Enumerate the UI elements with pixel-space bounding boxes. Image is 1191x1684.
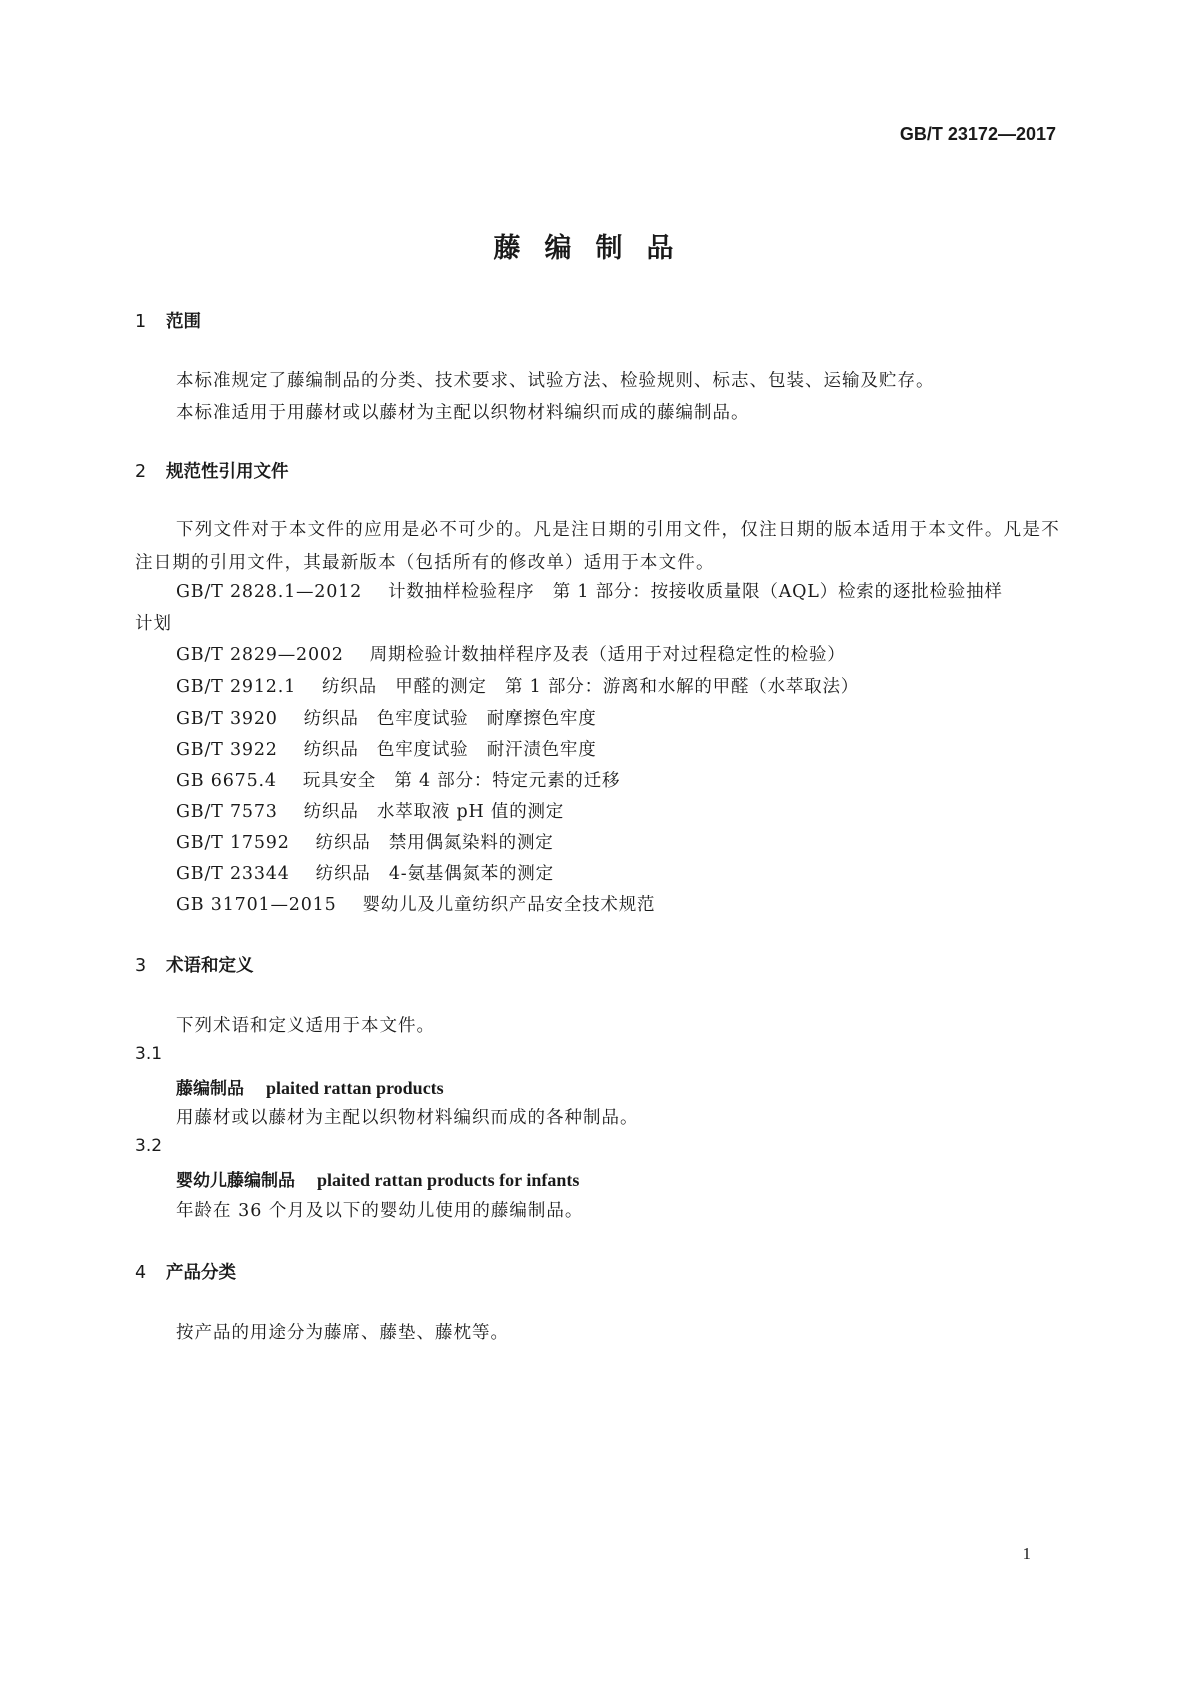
- reference-title: 纺织品 色牢度试验 耐摩擦色牢度: [303, 709, 597, 729]
- section-3-heading: [135, 952, 254, 977]
- reference-item: [176, 578, 1003, 603]
- term-entry: [176, 1074, 444, 1099]
- standard-code: GB/T 23172—2017: [899, 124, 1056, 144]
- reference-item: [176, 767, 620, 792]
- term-definition: 用藤材或以藤材为主配以织物材料编织而成的各种制品。: [176, 1108, 639, 1128]
- reference-code: GB/T 2912.1: [176, 677, 297, 697]
- reference-code: GB/T 2829—2002: [176, 645, 344, 665]
- section-1-heading: [135, 308, 201, 333]
- term-number: 3.2: [135, 1136, 163, 1156]
- term-number: 3.1: [135, 1044, 163, 1064]
- section-number: 1: [135, 312, 147, 332]
- reference-item: [176, 829, 554, 854]
- reference-continuation: 计划: [135, 614, 172, 634]
- reference-code: GB 6675.4: [176, 771, 277, 791]
- reference-title: 纺织品 禁用偶氮染料的测定: [315, 833, 554, 853]
- page-number: 1: [1022, 1544, 1031, 1563]
- term-chinese: 藤编制品: [176, 1079, 244, 1099]
- scope-paragraph-2: 本标准适用于用藤材或以藤材为主配以织物材料编织而成的藤编制品。: [176, 403, 750, 423]
- reference-item: [176, 798, 564, 823]
- section-4-heading: [135, 1259, 236, 1284]
- section-number: 3: [135, 956, 147, 976]
- section-title: 术语和定义: [166, 956, 254, 976]
- reference-title: 纺织品 甲醛的测定 第 1 部分：游离和水解的甲醛（水萃取法）: [322, 677, 860, 697]
- reference-title: 纺织品 色牢度试验 耐汗渍色牢度: [303, 740, 597, 760]
- reference-code: GB/T 23344: [176, 864, 290, 884]
- document-title: 藤编制品: [493, 233, 698, 264]
- reference-code: GB/T 7573: [176, 802, 278, 822]
- reference-code: GB/T 3920: [176, 709, 278, 729]
- reference-title: 纺织品 水萃取液 pH 值的测定: [303, 802, 565, 822]
- reference-item: [176, 736, 597, 761]
- reference-code: GB/T 3922: [176, 740, 278, 760]
- term-english: plaited rattan products: [266, 1078, 444, 1098]
- section-2-heading: [135, 458, 289, 483]
- normative-intro-paragraph: 下列文件对于本文件的应用是必不可少的。凡是注日期的引用文件，仅注日期的版本适用于本文件。凡是不注日期的引用文件，其最新版本（包括所有的修改单）适用于本文件。: [135, 520, 1060, 573]
- reference-code: GB/T 17592: [176, 833, 290, 853]
- classification-paragraph: 按产品的用途分为藤席、藤垫、藤枕等。: [176, 1323, 509, 1343]
- section-number: 4: [135, 1263, 147, 1283]
- reference-item: [176, 860, 554, 885]
- reference-title: 周期检验计数抽样程序及表（适用于对过程稳定性的检验）: [369, 645, 846, 665]
- reference-code: GB 31701—2015: [176, 895, 337, 915]
- section-title: 产品分类: [166, 1263, 236, 1283]
- reference-item: [176, 705, 597, 730]
- reference-item: [176, 641, 846, 666]
- term-english: plaited rattan products for infants: [317, 1170, 580, 1190]
- term-entry: [176, 1166, 579, 1191]
- reference-title: 玩具安全 第 4 部分：特定元素的迁移: [302, 771, 621, 791]
- reference-item: [176, 891, 655, 916]
- terms-intro: 下列术语和定义适用于本文件。: [176, 1016, 435, 1036]
- term-chinese: 婴幼儿藤编制品: [176, 1171, 295, 1191]
- reference-title: 婴幼儿及儿童纺织产品安全技术规范: [362, 895, 656, 915]
- reference-code: GB/T 2828.1—2012: [176, 582, 363, 602]
- section-number: 2: [135, 462, 147, 482]
- term-definition: 年龄在 36 个月及以下的婴幼儿使用的藤编制品。: [176, 1201, 584, 1221]
- reference-item: [176, 673, 859, 698]
- section-title: 规范性引用文件: [166, 462, 289, 482]
- scope-paragraph-1: 本标准规定了藤编制品的分类、技术要求、试验方法、检验规则、标志、包装、运输及贮存。: [176, 371, 935, 391]
- reference-title: 纺织品 4-氨基偶氮苯的测定: [315, 864, 554, 884]
- reference-title: 计数抽样检验程序 第 1 部分：按接收质量限（AQL）检索的逐批检验抽样: [388, 582, 1003, 602]
- section-title: 范围: [166, 312, 201, 332]
